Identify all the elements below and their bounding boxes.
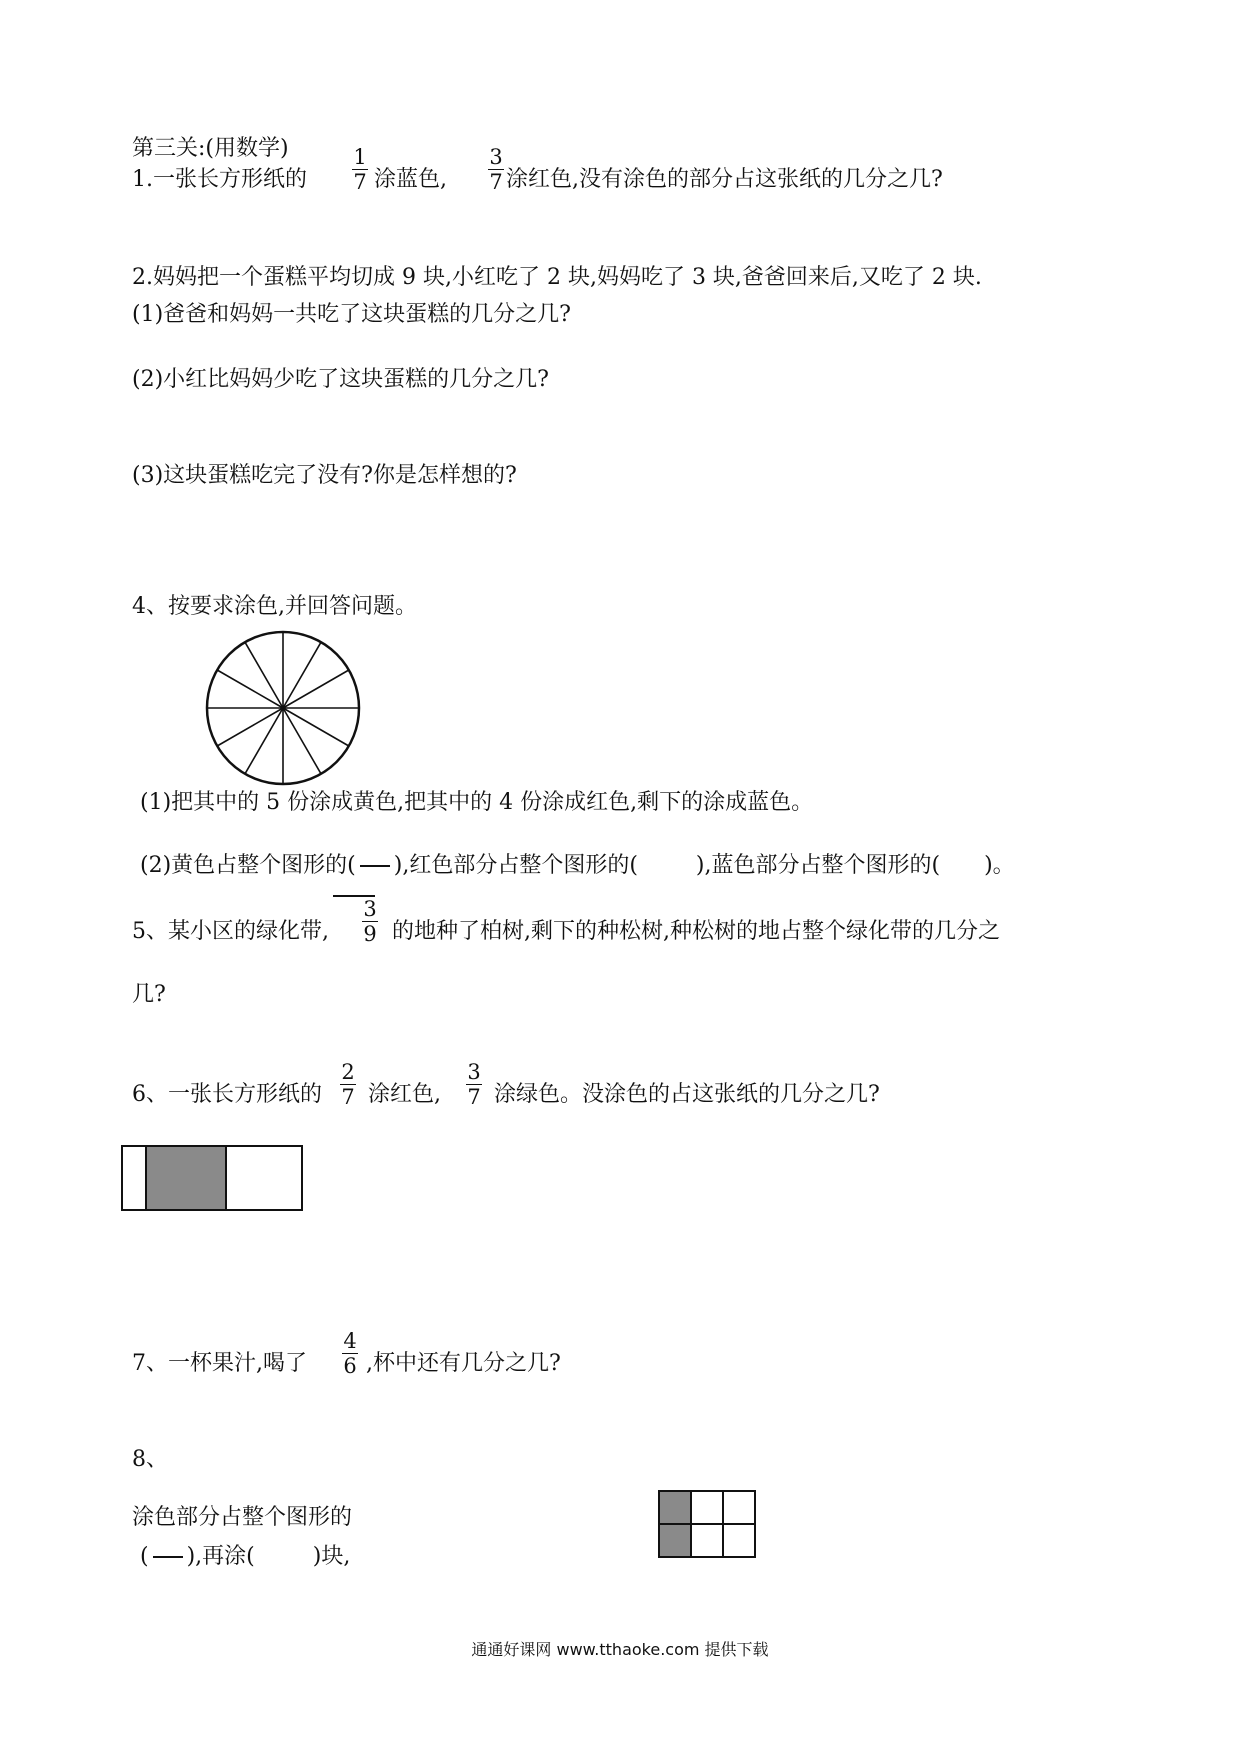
q5-line2: 几? (132, 982, 166, 1007)
q5-frac-num: 3 (363, 897, 377, 921)
footer-credit: 通通好课网 www.tthaoke.com 提供下载 (471, 1640, 769, 1659)
q8-label: 8、 (132, 1447, 168, 1472)
q6-mid: 涂红色, (368, 1082, 441, 1107)
q7-frac-num: 4 (343, 1329, 357, 1353)
q1-frac2-num: 3 (489, 145, 503, 169)
q8-line2-part-c: )块, (312, 1544, 351, 1569)
q5-suffix: 的地种了柏树,剩下的种松树,种松树的地占整个绿化带的几分之 (392, 919, 1000, 944)
q6-rectangle-diagram[interactable] (120, 1144, 304, 1212)
q1-frac1-num: 1 (353, 145, 367, 169)
q4-sub2-part-a: (2)黄色占整个图形的( (140, 853, 356, 878)
q6-frac2-den: 7 (467, 1085, 481, 1109)
answer-blank-shaded[interactable] (153, 1556, 183, 1558)
q8-line1: 涂色部分占整个图形的 (132, 1505, 353, 1530)
q6-fraction-2 (466, 1061, 482, 1108)
q7-prefix: 7、一杯果汁,喝了 (132, 1351, 307, 1376)
q1-frac1-den: 7 (353, 170, 367, 194)
grid-cell (723, 1491, 755, 1524)
rect-shaded-part (146, 1146, 226, 1210)
q6-frac1-num: 2 (341, 1060, 355, 1084)
q6-fraction-1 (340, 1061, 356, 1108)
q8-line2 (140, 1544, 350, 1570)
grid-cell (691, 1491, 723, 1524)
grid-cell (723, 1524, 755, 1557)
q4-sub1: (1)把其中的 5 份涂成黄色,把其中的 4 份涂成红色,剩下的涂成蓝色。 (140, 790, 814, 815)
q6-frac2-num: 3 (467, 1060, 481, 1084)
grid-cell (691, 1524, 723, 1557)
q1-mid: 涂蓝色, (374, 167, 447, 192)
q4-sub2-part-c: ),蓝色部分占整个图形的( (695, 853, 941, 878)
q2-sub3: (3)这块蛋糕吃完了没有?你是怎样想的? (132, 463, 517, 488)
q4-sub2-part-b: ),红色部分占整个图形的( (393, 853, 638, 878)
q8-grid-diagram[interactable] (657, 1489, 759, 1559)
q1-suffix: 涂红色,没有涂色的部分占这张纸的几分之几? (506, 167, 943, 192)
section-title: 第三关:(用数学) (132, 136, 289, 161)
q8-line2-part-a: ( (140, 1544, 149, 1569)
grid-cell (659, 1524, 691, 1557)
answer-blank-yellow[interactable] (360, 865, 390, 867)
q8-line2-part-b: ),再涂( (186, 1544, 255, 1569)
q2-stem: 2.妈妈把一个蛋糕平均切成 9 块,小红吃了 2 块,妈妈吃了 3 块,爸爸回来后,又吃了 2 块. (132, 265, 982, 290)
q1-prefix: 1.一张长方形纸的 (132, 167, 307, 192)
q7-fraction (342, 1330, 358, 1377)
q7-frac-den: 6 (343, 1354, 357, 1378)
q6-prefix: 6、一张长方形纸的 (132, 1082, 322, 1107)
q4-sub2 (140, 853, 1015, 879)
q2-sub2: (2)小红比妈妈少吃了这块蛋糕的几分之几? (132, 367, 549, 392)
q2-sub1: (1)爸爸和妈妈一共吃了这块蛋糕的几分之几? (132, 302, 571, 327)
q5-frac-den: 9 (363, 922, 377, 946)
q7-suffix: ,杯中还有几分之几? (366, 1351, 561, 1376)
q4-wheel-diagram[interactable] (203, 628, 363, 788)
q6-frac1-den: 7 (341, 1085, 355, 1109)
q5-fraction (362, 898, 378, 945)
q4-stem: 4、按要求涂色,并回答问题。 (132, 594, 417, 619)
q1-fraction-2 (488, 146, 504, 193)
q1-fraction-1 (352, 146, 368, 193)
grid-cell (659, 1491, 691, 1524)
q5-prefix: 5、某小区的绿化带, (132, 919, 329, 944)
q6-suffix: 涂绿色。没涂色的占这张纸的几分之几? (494, 1082, 880, 1107)
q4-sub2-part-d: )。 (984, 853, 1015, 878)
q1-frac2-den: 7 (489, 170, 503, 194)
